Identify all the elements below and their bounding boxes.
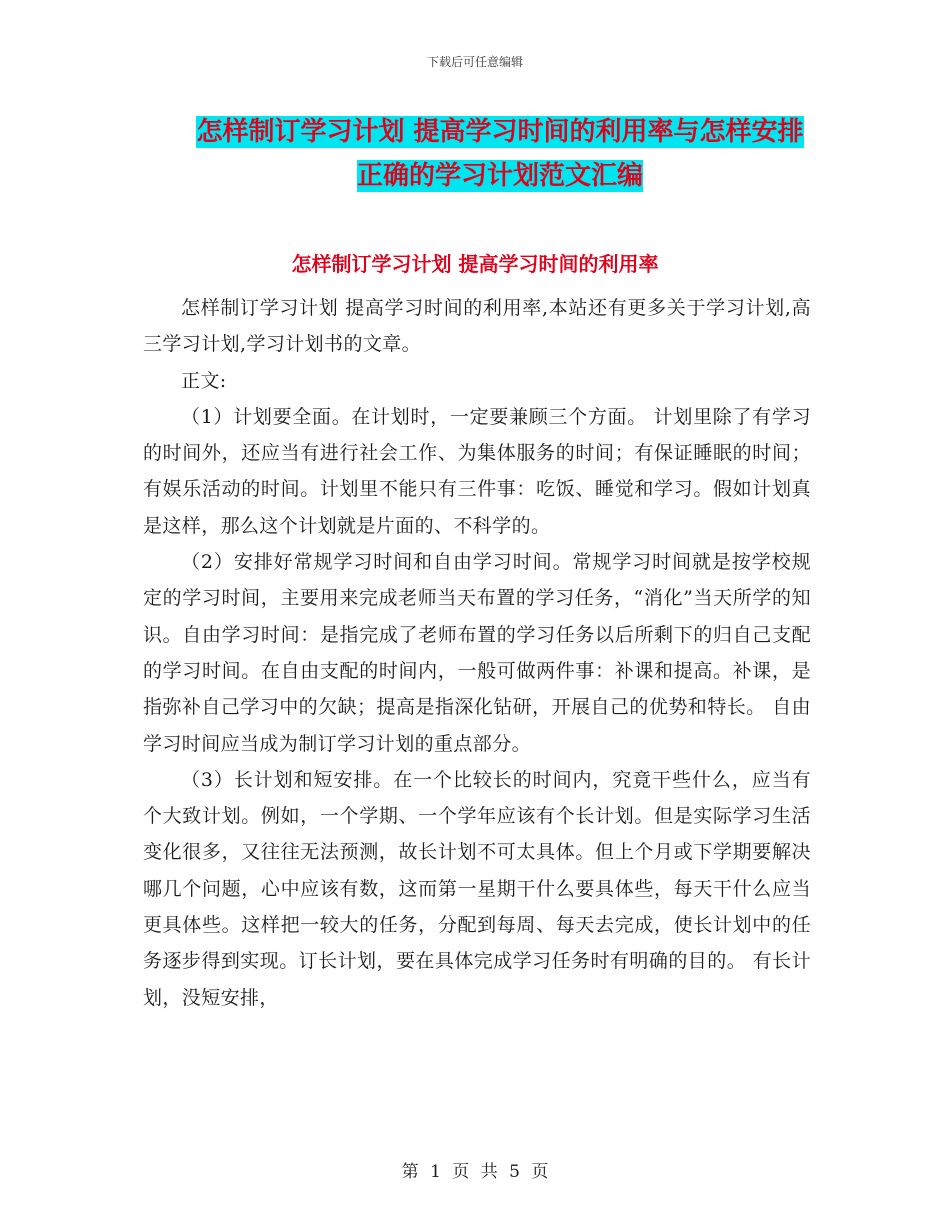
page-number: 第 1 页 共 5 页 (401, 1162, 549, 1182)
document-title (150, 110, 850, 198)
paragraph-point-1: （1）计划要全面。在计划时，一定要兼顾三个方面。 计划里除了有学习的时间外，还应当有进行社会工作、为集体服务的时间；有保证睡眠的时间；有娱乐活动的时间。计划里不能只有三件事：吃饭、睡觉和学习。假如计划真是这样，那么这个计划就是片面的、不科学的。 (143, 405, 811, 537)
body-text (143, 290, 811, 1016)
header-note: 下载后可任意编辑 (426, 55, 523, 69)
section-subtitle: 怎样制订学习计划 提高学习时间的利用率 (291, 252, 659, 276)
paragraph-intro: 怎样制订学习计划 提高学习时间的利用率,本站还有更多关于学习计划,高三学习计划,学习计划书的文章。 (143, 297, 811, 356)
title-line-2: 正确的学习计划范文汇编 (356, 161, 643, 191)
paragraph-point-2: （2）安排好常规学习时间和自由学习时间。常规学习时间就是按学校规定的学习时间，主要用来完成老师当天布置的学习任务，“消化”当天所学的知识。自由学习时间：是指完成了老师布置的学习任务以后所剩下的归自己支配的学习时间。在自由支配的时间内，一般可做两件事：补课和提高。补课，是指弥补自己学习中的欠缺；提高是指深化钻研，开展自己的优势和特长。 自由学习时间应当成为制订学习计划的重点部分。 (143, 551, 811, 755)
paragraph-point-3: （3）长计划和短安排。在一个比较长的时间内，究竟干些什么，应当有个大致计划。例如，一个学期、一个学年应该有个长计划。但是实际学习生活变化很多，又往往无法预测，故长计划不可太具体。但上个月或下学期要解决哪几个问题，心中应该有数，这而第一星期干什么要具体些，每天干什么应当更具体些。这样把一较大的任务，分配到每周、每天去完成，使长计划中的任务逐步得到实现。订长计划，要在具体完成学习任务时有明确的目的。 有长计划，没短安排， (143, 768, 811, 1009)
title-line-1: 怎样制订学习计划 提高学习时间的利用率与怎样安排 (196, 117, 804, 147)
paragraph-zhengwen: 正文: (181, 369, 227, 392)
